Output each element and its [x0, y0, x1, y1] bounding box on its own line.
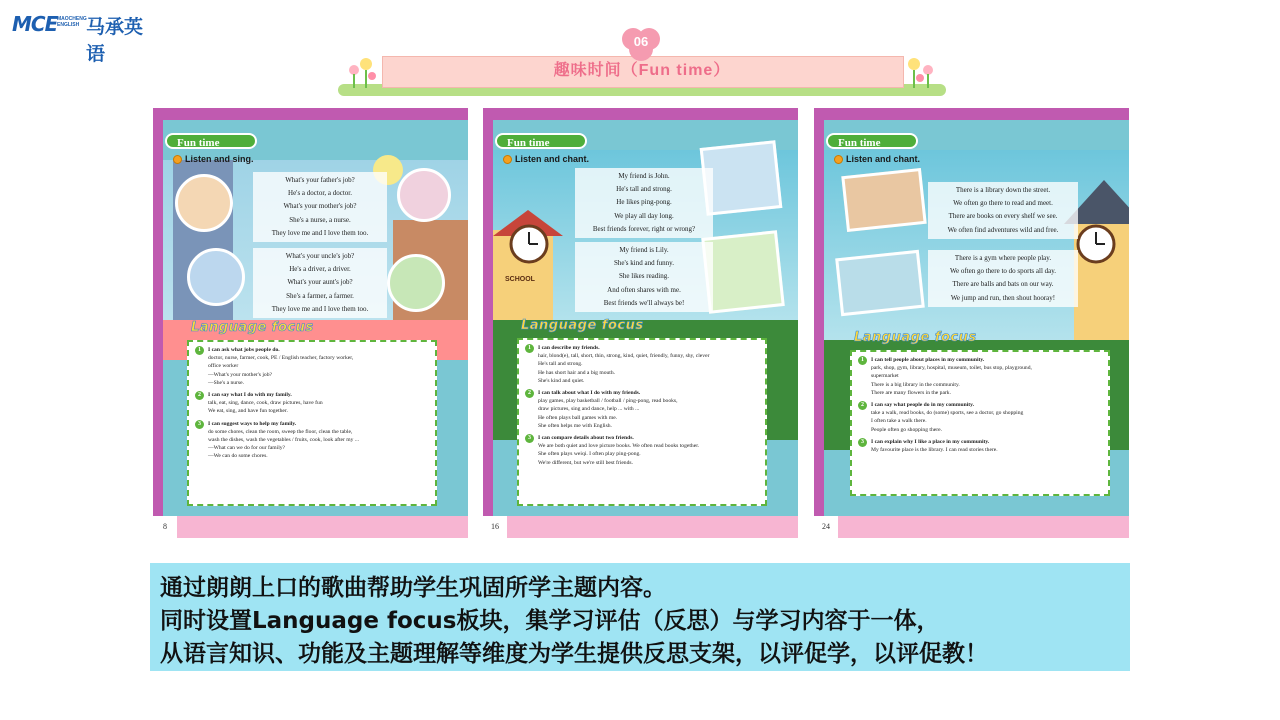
song-verse-1	[928, 182, 1078, 239]
caption-line: 通过朗朗上口的歌曲帮助学生巩固所学主题内容。	[160, 575, 666, 601]
language-focus-title: Language focus	[521, 318, 644, 333]
gym-photo	[835, 250, 925, 316]
language-focus-box	[517, 338, 767, 506]
lyric-line: We often find adventures wild and free.	[947, 225, 1059, 234]
logo-mark: MCE	[12, 12, 58, 36]
item-number: 2	[858, 401, 867, 410]
library-photo	[841, 168, 926, 232]
instruction: Listen and chant.	[515, 154, 590, 164]
item-line: do some chores, clean the room, sweep the floor, clean the table,	[208, 428, 353, 435]
nurse-illustration	[397, 168, 451, 222]
lyric-line: There is a library down the street.	[955, 186, 1051, 194]
focus-item	[197, 420, 429, 461]
lyric-line: My friend is John.	[618, 172, 670, 180]
item-line: wash the dishes, wash the vegetables / fruits, cook, look after my ...	[208, 437, 359, 444]
lyric-line: What's your father's job?	[285, 176, 355, 184]
caption-line: 从语言知识、功能及主题理解等维度为学生提供反思支架，以评促学，以评促教！	[160, 641, 988, 667]
item-line: draw pictures, sing and dance, help ... with ...	[538, 406, 640, 413]
item-line: supermarket	[871, 373, 899, 380]
section-number: 06	[633, 34, 649, 49]
page-top-bar	[483, 108, 798, 120]
caption-box	[150, 563, 1130, 671]
item-heading: I can ask what jobs people do.	[208, 347, 280, 353]
page-bottom-strip	[153, 516, 468, 538]
fun-time-tab: Fun time	[826, 133, 918, 149]
lyric-line: Best friends we'll always be!	[603, 298, 685, 307]
focus-item	[860, 356, 1102, 397]
textbook-page-24	[814, 108, 1129, 538]
item-heading: I can compare details about two friends.	[538, 435, 634, 442]
item-line: talk, eat, sing, dance, cook, draw pictures, have fun	[208, 400, 323, 407]
song-verse-1	[575, 168, 713, 238]
logo-subtext	[57, 16, 87, 28]
item-line: People often go shopping there.	[871, 426, 942, 433]
item-line: —What's your mother's job?	[208, 371, 273, 378]
lyric-line: There are books on every shelf we see.	[948, 212, 1058, 221]
item-heading: I can say what people do in my community.	[871, 402, 975, 409]
banner-title: 趣味时间（Fun time）	[553, 62, 731, 79]
lyric-line: We play all day long.	[614, 211, 674, 220]
lyric-line: He's a driver, a driver.	[289, 265, 351, 274]
lyric-line: We jump and run, then shout hooray!	[950, 293, 1056, 302]
language-focus-title: Language focus	[191, 320, 314, 335]
focus-item	[197, 391, 429, 416]
item-line: She often plays weiqi. I often play ping-pong.	[538, 451, 641, 458]
lyric-line: They love me and I love them too.	[271, 304, 369, 313]
focus-item	[527, 344, 759, 385]
flower-decoration-left-icon	[342, 50, 382, 90]
logo-sub-top: MAOCHENG	[57, 16, 87, 22]
item-line: She's kind and quiet.	[538, 377, 585, 384]
item-line: play games, play basketball / football / ping-pong, read books,	[538, 398, 678, 405]
item-line: —We can do some chores.	[208, 453, 268, 460]
item-line: He has short hair and a big mouth.	[538, 369, 616, 376]
focus-item	[527, 434, 759, 467]
caption-line: 同时设置Language focus板块，集学习评估（反思）与学习内容于一体，	[160, 608, 940, 634]
language-focus-title: Language focus	[854, 330, 977, 345]
language-focus-box	[850, 350, 1110, 496]
textbook-page-8	[153, 108, 468, 538]
lyric-line: There is a gym where people play.	[954, 254, 1052, 262]
textbook-page-16	[483, 108, 798, 538]
item-number: 1	[195, 346, 204, 355]
reading-photo	[701, 230, 785, 314]
item-line: We eat, sing, and have fun together.	[208, 408, 288, 415]
instruction: Listen and sing.	[185, 154, 254, 164]
item-line: My favourite place is the library. I can read stories there.	[871, 447, 998, 454]
item-line: There is a big library in the community.	[871, 381, 960, 388]
lyric-line: What's your aunt's job?	[287, 278, 353, 287]
page-bottom-strip	[814, 516, 1129, 538]
item-line: She often helps me with English.	[538, 422, 612, 429]
item-number: 1	[525, 344, 534, 353]
item-heading: I can talk about what I do with my friends.	[538, 390, 641, 397]
item-heading: I can tell people about places in my community.	[871, 357, 985, 363]
farmer-illustration	[387, 254, 445, 312]
page-number: 24	[814, 516, 838, 538]
logo-sub-bottom: ENGLISH	[57, 22, 80, 28]
lyric-line: My friend is Lily.	[619, 246, 669, 254]
item-heading: I can suggest ways to help my family.	[208, 420, 297, 427]
instruction: Listen and chant.	[846, 154, 921, 164]
item-number: 2	[195, 391, 204, 400]
lyric-line: They love me and I love them too.	[271, 228, 369, 237]
page-top-bar	[814, 108, 1129, 120]
item-line: He often plays ball games with me.	[538, 414, 618, 421]
focus-item	[197, 346, 429, 387]
lyric-line: What's your mother's job?	[283, 202, 357, 211]
song-verse-1	[253, 172, 387, 242]
brand-logo	[12, 10, 152, 65]
item-line: He's tall and strong.	[538, 361, 583, 368]
item-line: There are many flowers in the park.	[871, 389, 951, 396]
song-verse-2	[575, 242, 713, 312]
page-bottom-strip	[483, 516, 798, 538]
item-line: doctor, nurse, farmer, cook, PE / English teacher, factory worker,	[208, 355, 354, 362]
lyric-line: He's a doctor, a doctor.	[288, 189, 352, 198]
item-number: 3	[858, 438, 867, 447]
item-number: 1	[858, 356, 867, 365]
item-heading: I can say what I do with my family.	[208, 392, 292, 399]
item-number: 3	[525, 434, 534, 443]
doctor-illustration	[175, 174, 233, 232]
item-heading: I can explain why I like a place in my community.	[871, 438, 990, 445]
item-line: We're different, but we're still best friends.	[538, 459, 633, 466]
lyric-line: She likes reading.	[619, 272, 669, 281]
focus-item	[860, 438, 1102, 454]
item-number: 2	[525, 389, 534, 398]
language-focus-box	[187, 340, 437, 506]
item-line: take a walk, read books, do (some) sports, see a doctor, go shopping	[871, 410, 1024, 417]
lyric-line: Best friends forever, right or wrong?	[592, 224, 696, 233]
song-verse-2	[253, 248, 387, 318]
page-number: 8	[153, 516, 177, 538]
song-verse-2	[928, 250, 1078, 307]
item-line: —What can we do for our family?	[208, 445, 286, 452]
item-line: hair, blond(e), tall, short, thin, strong, kind, quiet, friendly, funny, shy, clever	[538, 353, 710, 360]
lyric-line: She's kind and funny.	[614, 259, 674, 268]
clock-icon	[509, 224, 549, 264]
item-line: —She's a nurse.	[208, 379, 244, 386]
flower-decoration-right-icon	[902, 50, 942, 90]
logo-chinese: 马承英语	[86, 17, 144, 65]
page-number: 16	[483, 516, 507, 538]
lyric-line: What's your uncle's job?	[285, 252, 355, 260]
item-line: I often take a walk there.	[871, 418, 927, 425]
focus-item	[527, 389, 759, 430]
lyric-line: He's tall and strong.	[616, 185, 672, 194]
lyric-line: She's a farmer, a farmer.	[286, 291, 354, 300]
page-top-bar	[153, 108, 468, 120]
lyric-line: He likes ping-pong.	[616, 198, 672, 207]
item-heading: I can describe my friends.	[538, 345, 600, 351]
driver-illustration	[187, 248, 245, 306]
fun-time-tab: Fun time	[495, 133, 587, 149]
school-sign: SCHOOL	[505, 276, 535, 283]
focus-item	[860, 401, 1102, 434]
fun-time-tab: Fun time	[165, 133, 257, 149]
lyric-line: There are balls and bats on our way.	[952, 280, 1054, 289]
item-line: We are both quiet and love picture books. We often read books together.	[538, 443, 700, 450]
lyric-line: She's a nurse, a nurse.	[289, 215, 351, 224]
clock-icon	[1076, 224, 1116, 264]
lyric-line: And often shares with me.	[607, 285, 681, 294]
item-line: office worker	[208, 363, 239, 370]
lyric-line: We often go there to read and meet.	[953, 199, 1053, 208]
item-number: 3	[195, 420, 204, 429]
lyric-line: We often go there to do sports all day.	[949, 267, 1057, 276]
item-line: park, shop, gym, library, hospital, museum, toilet, bus stop, playground,	[871, 365, 1032, 372]
